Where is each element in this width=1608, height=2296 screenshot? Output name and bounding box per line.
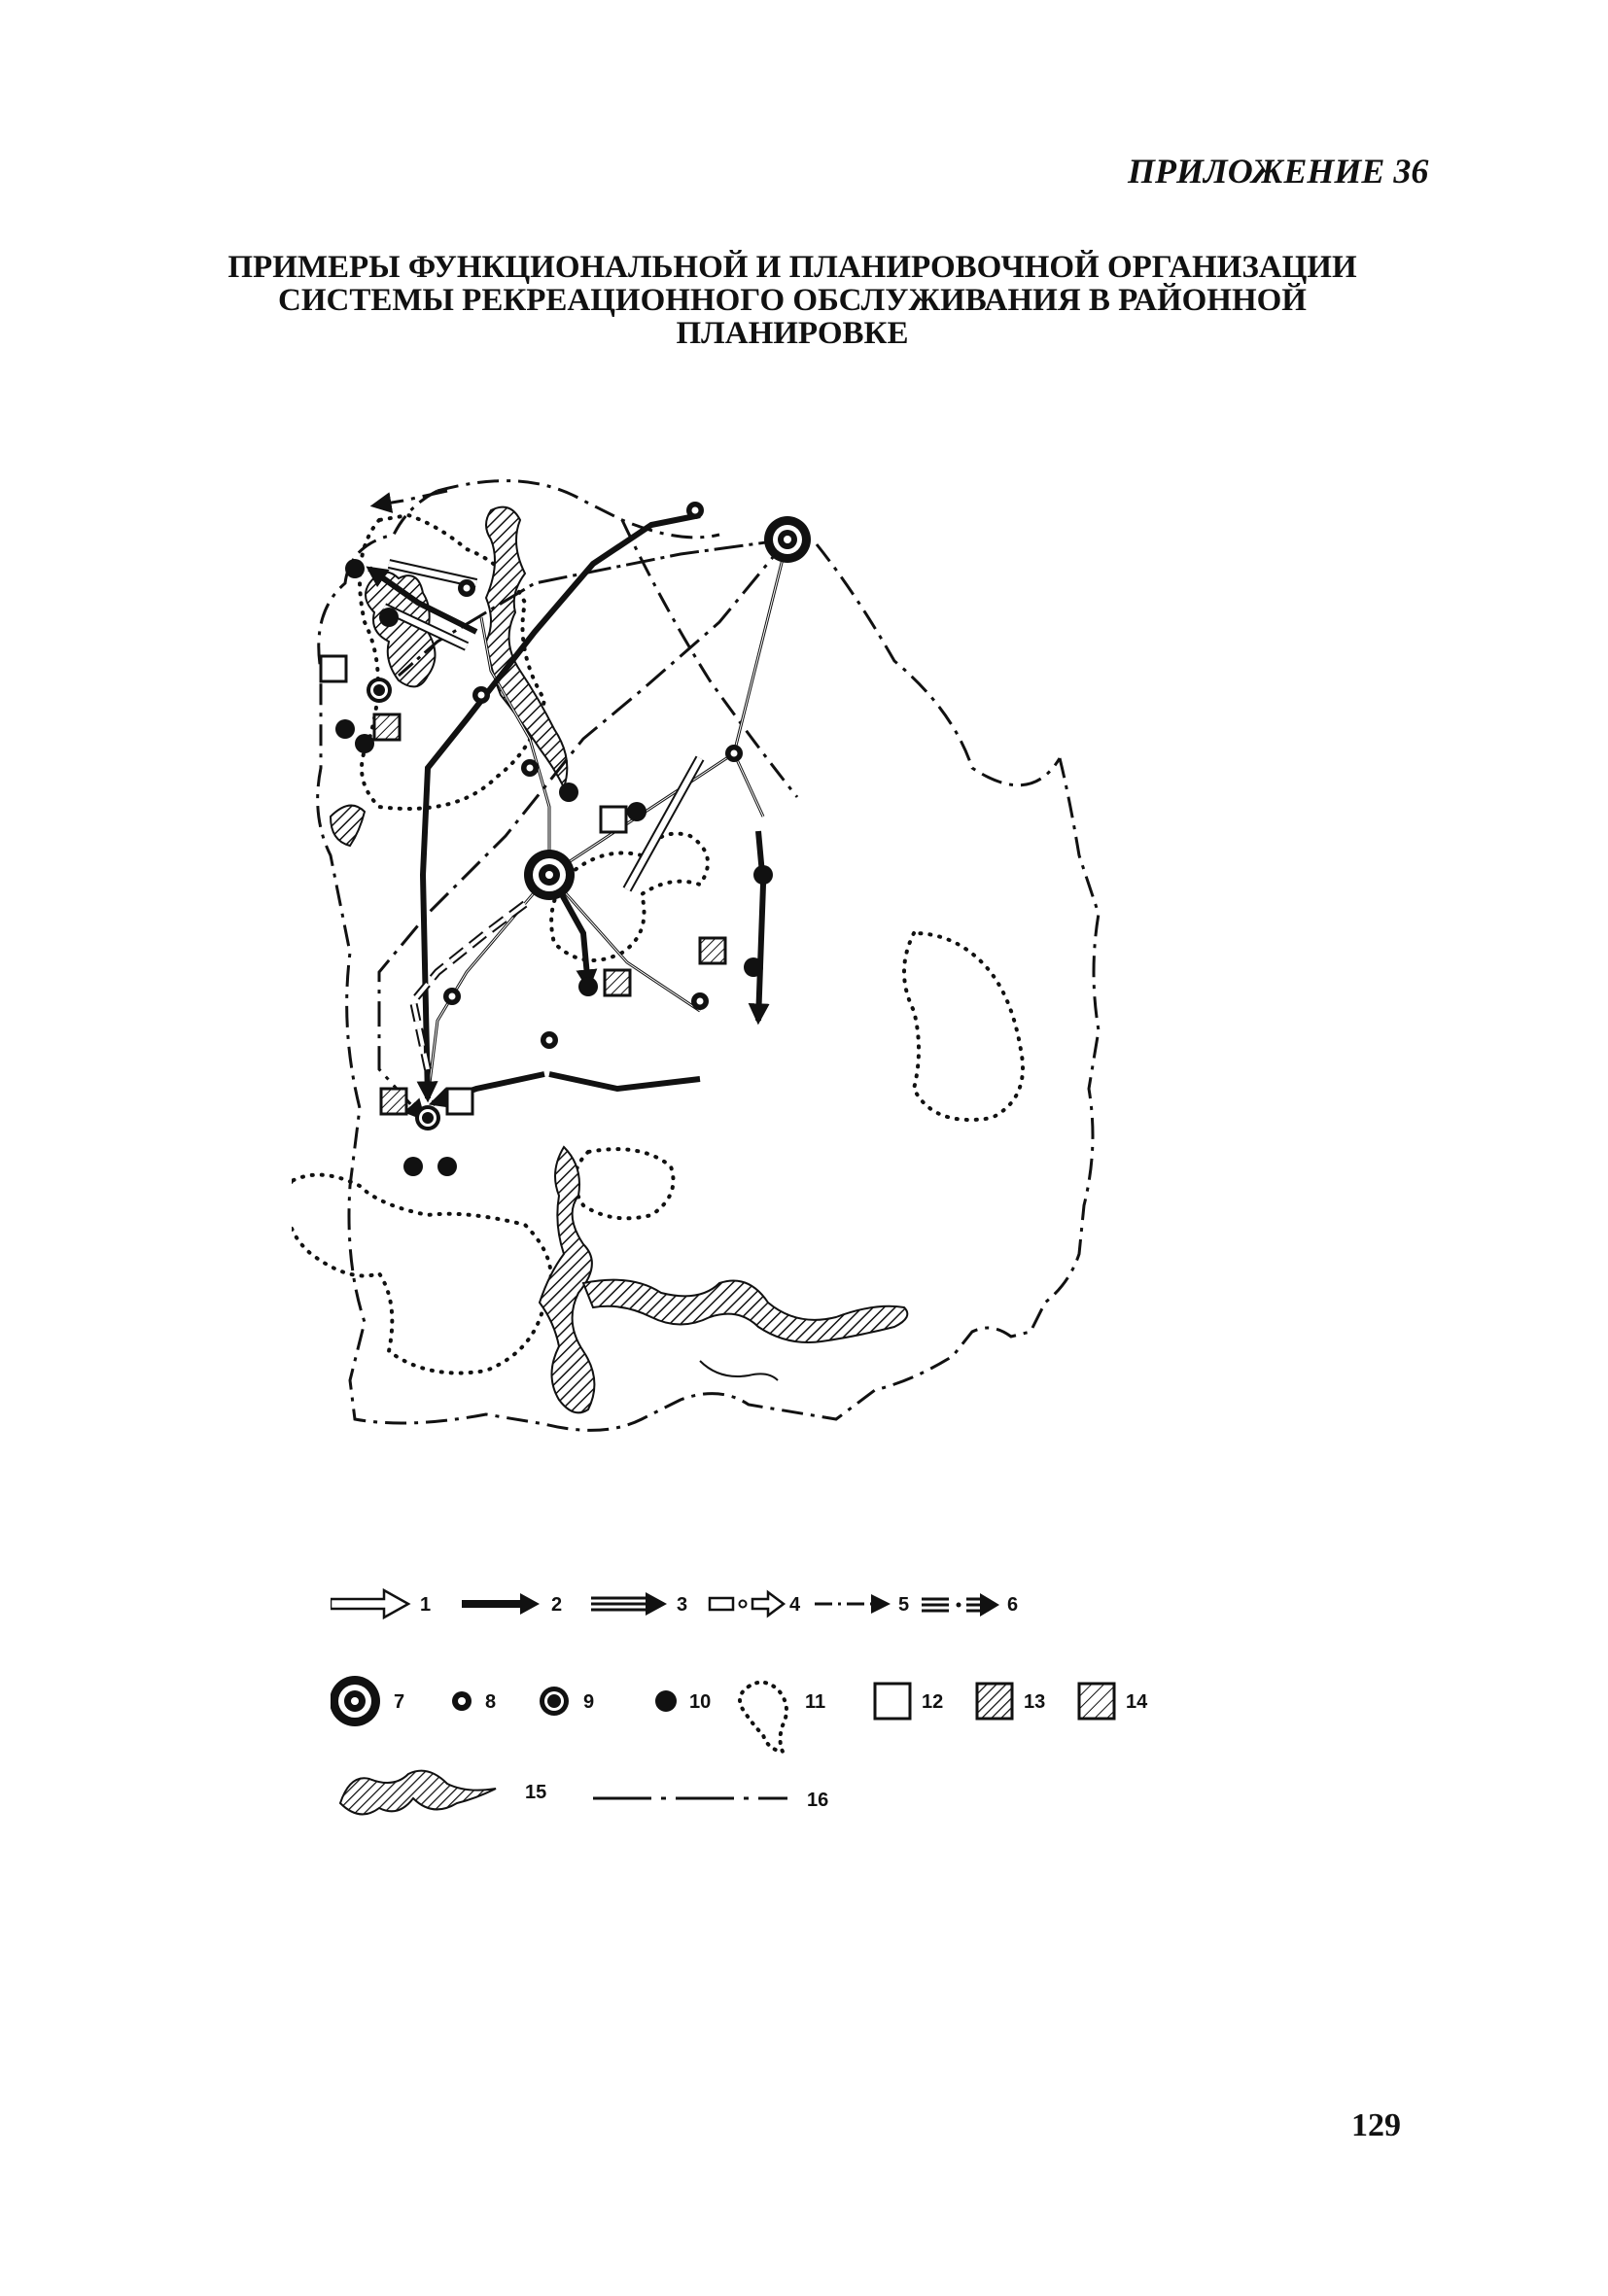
legend-item-1	[331, 1590, 431, 1618]
link-main-2	[428, 875, 549, 1098]
river-south	[540, 1147, 594, 1412]
legend-item-4	[710, 1592, 801, 1616]
centre-sub-nw	[367, 678, 392, 703]
legend	[331, 1575, 1206, 1837]
route-type5-2	[374, 491, 447, 505]
route-type4	[413, 904, 525, 1069]
route-type2-1	[423, 515, 700, 1098]
internal-boundary-2	[817, 544, 1060, 785]
legend-item-15	[340, 1771, 546, 1815]
ring-nodes	[443, 502, 743, 1049]
legend-item-7	[331, 1676, 404, 1726]
svg-text:3: 3	[677, 1594, 688, 1616]
recreation-zone-sw	[292, 1175, 551, 1374]
recreation-zone-s	[575, 1149, 673, 1218]
svg-text:7: 7	[394, 1691, 405, 1713]
facility-square-1	[321, 656, 346, 681]
svg-text:5: 5	[898, 1594, 910, 1616]
legend-item-10	[655, 1690, 711, 1713]
route-type2-4	[549, 1074, 700, 1089]
svg-text:1: 1	[420, 1594, 432, 1616]
facility-square-7	[447, 1089, 472, 1114]
road-type6-ne	[486, 539, 787, 612]
title-line-1: ПРИМЕРЫ ФУНКЦИОНАЛЬНОЙ И ПЛАНИРОВОЧНОЙ ОРГАНИЗАЦИИ	[227, 250, 1357, 285]
svg-text:10: 10	[689, 1691, 712, 1713]
facility-square-6	[381, 1089, 406, 1114]
svg-text:12: 12	[922, 1691, 944, 1713]
title-line-2: СИСТЕМЫ РЕКРЕАЦИОННОГО ОБСЛУЖИВАНИЯ В РАЙОННОЙ	[278, 283, 1307, 318]
svg-text:8: 8	[485, 1691, 497, 1713]
legend-item-9	[540, 1687, 594, 1716]
route-type5-1	[379, 539, 787, 1118]
svg-text:2: 2	[551, 1594, 563, 1616]
page-title	[214, 251, 1371, 350]
facility-square-5	[605, 970, 630, 995]
facility-square-3	[601, 807, 626, 832]
recreation-zone-e	[904, 933, 1023, 1120]
legend-item-16	[593, 1790, 828, 1811]
svg-text:6: 6	[1007, 1594, 1019, 1616]
route-type2-5	[758, 831, 763, 1021]
svg-text:4: 4	[789, 1594, 801, 1616]
legend-item-8	[452, 1691, 496, 1713]
svg-text:9: 9	[583, 1691, 595, 1713]
appendix-label: ПРИЛОЖЕНИЕ 36	[1128, 152, 1429, 191]
svg-text:15: 15	[525, 1782, 547, 1803]
centre-main-central	[524, 850, 575, 900]
river-tail	[700, 1361, 778, 1380]
recreation-zone-center	[551, 834, 708, 961]
legend-item-3	[591, 1592, 687, 1616]
svg-text:16: 16	[807, 1790, 829, 1811]
recreation-system-scheme	[292, 447, 1225, 1526]
river-north	[486, 507, 567, 787]
lake-small	[331, 806, 365, 846]
river-southeast	[583, 1280, 907, 1342]
legend-item-2	[462, 1593, 562, 1616]
svg-text:14: 14	[1126, 1691, 1148, 1713]
centre-sub-sw	[415, 1105, 440, 1131]
svg-text:11: 11	[805, 1691, 826, 1713]
district-boundary-top	[437, 481, 719, 538]
legend-item-6	[922, 1593, 1018, 1617]
legend-item-14	[1079, 1684, 1148, 1719]
legend-item-11	[740, 1683, 825, 1752]
title-line-3: ПЛАНИРОВКЕ	[676, 316, 909, 351]
centre-main-ne	[764, 516, 811, 563]
legend-item-12	[875, 1684, 943, 1719]
facility-square-2	[374, 714, 400, 740]
facility-square-4	[700, 938, 725, 963]
svg-text:13: 13	[1024, 1691, 1046, 1713]
legend-item-13	[977, 1684, 1045, 1719]
page-number: 129	[1351, 2107, 1401, 2143]
legend-item-5	[815, 1594, 909, 1616]
